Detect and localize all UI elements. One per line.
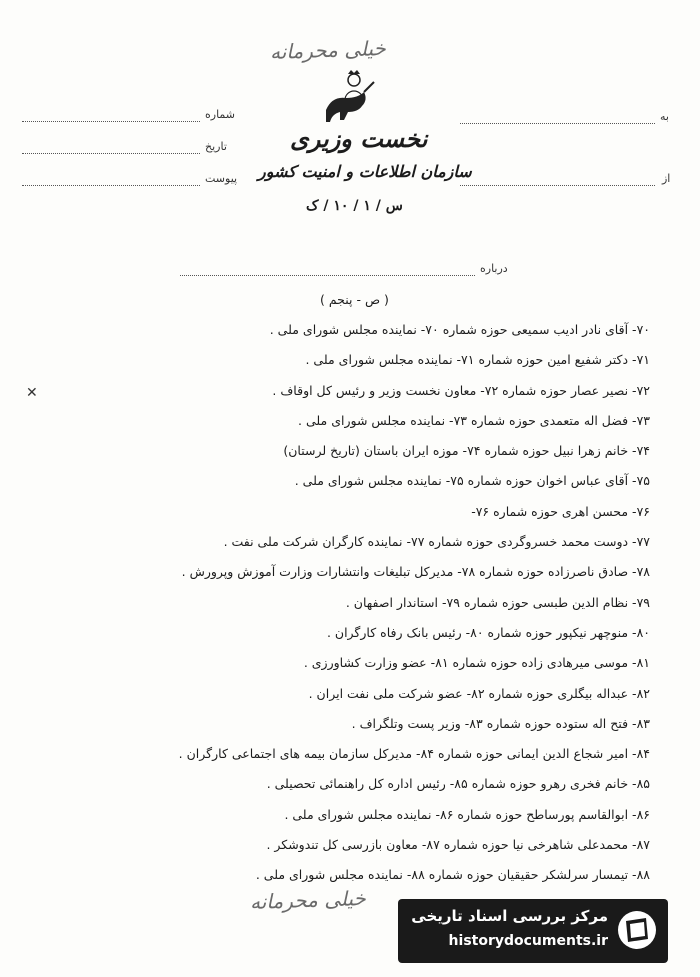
list-item: [40, 530, 650, 560]
list-item-text: ۷۳- فضل اله متعمدی حوزه شماره ۷۳- نماینده مجلس شورای ملی .: [298, 412, 650, 428]
handwritten-classification-top: خیلی محرمانه: [269, 35, 387, 65]
org-title-savak: سازمان اطلاعات و امنیت کشور: [258, 162, 472, 181]
list-item-text: ۷۱- دکتر شفیع امین حوزه شماره ۷۱- نماینده مجلس شورای ملی .: [305, 352, 650, 368]
archive-logo-icon: [616, 909, 658, 951]
list-item: [40, 803, 650, 833]
list-item: [40, 560, 650, 590]
org-code: س / ۱ / ۱۰ / ک: [306, 198, 403, 214]
list-item-text: ۸۵- خانم فخری رهرو حوزه شماره ۸۵- رئیس اداره کل راهنمائی تحصیلی .: [266, 776, 650, 792]
list-item-text: ۸۲- عبداله بیگلری حوزه شماره ۸۲- عضو شرکت ملی نفت ایران .: [308, 685, 650, 701]
list-item: [40, 439, 650, 469]
list-item-text: ۸۸- تیمسار سرلشکر حقیقیان حوزه شماره ۸۸- نماینده مجلس شورای ملی .: [255, 867, 650, 883]
org-title-primeministry: نخست وزیری: [290, 124, 428, 153]
attachment-label: پیوست: [205, 172, 238, 185]
list-item: [40, 409, 650, 439]
list-item: [40, 318, 650, 348]
list-item-text: ۸۷- محمدعلی شاهرخی نیا حوزه شماره ۸۷- معاون بازرسی کل تندوشکر .: [266, 837, 650, 853]
attachment-line: [22, 185, 200, 186]
list-item: [40, 621, 650, 651]
list-item-text: ۸۶- ابوالقاسم پورساطح حوزه شماره ۸۶- نماینده مجلس شورای ملی .: [284, 806, 650, 822]
list-item: [40, 772, 650, 802]
watermark-title: مرکز بررسی اسناد تاریخی: [411, 907, 608, 925]
list-item: [26, 379, 650, 409]
date-line: [22, 153, 200, 154]
list-item-text: ۸۱- موسی میرهادی زاده حوزه شماره ۸۱- عضو وزارت کشاورزی .: [303, 655, 650, 671]
list-item: [40, 742, 650, 772]
list-item-text: ۸۰- منوچهر نیکپور حوزه شماره ۸۰- رئیس بانک رفاه کارگران .: [326, 624, 650, 640]
list-item-text: ۸۴- امیر شجاع الدین ایمانی حوزه شماره ۸۴- مدیرکل سازمان بیمه های اجتماعی کارگران .: [178, 746, 650, 762]
from-line: [460, 185, 655, 186]
to-label: به: [660, 110, 669, 123]
list-item-text: ۷۰- آقای نادر ادیب سمیعی حوزه شماره ۷۰- نماینده مجلس شورای ملی .: [269, 322, 650, 337]
watermark-url: historydocuments.ir: [448, 933, 608, 949]
list-item: [40, 348, 650, 378]
archive-watermark: [398, 899, 668, 963]
from-label: از: [662, 172, 671, 185]
number-label: شماره: [205, 108, 236, 121]
list-item-text: ۸۳- فتح اله ستوده حوزه شماره ۸۳- وزیر پست وتلگراف .: [351, 715, 650, 731]
list-item-text: ۷۴- خانم زهرا نبیل حوزه شماره ۷۴- موزه ایران باستان (تاریخ لرستان): [283, 443, 650, 459]
handwritten-classification-bottom: خیلی محرمانه: [249, 885, 367, 915]
handwritten-cross-mark: ✕: [26, 384, 38, 401]
list-item: [40, 591, 650, 621]
subject-line: [180, 275, 475, 276]
list-item: [40, 712, 650, 742]
number-line: [22, 121, 200, 122]
list-item: [40, 682, 650, 712]
list-item-text: ۷۵- آقای عباس اخوان حوزه شماره ۷۵- نماینده مجلس شورای ملی .: [294, 473, 650, 489]
lion-and-sun-emblem: [318, 70, 378, 128]
list-item-text: ۷۶- محسن اهری حوزه شماره ۷۶-: [471, 503, 650, 519]
list-item: [40, 500, 650, 530]
list-item-text: ۷۲- نصیر عصار حوزه شماره ۷۲- معاون نخست وزیر و رئیس کل اوقاف .: [272, 382, 650, 398]
list-item: [40, 469, 650, 499]
list-item: [40, 833, 650, 863]
list-item-text: ۷۸- صادق ناصرزاده حوزه شماره ۷۸- مدیرکل تبلیغات وانتشارات وزارت آموزش وپرورش .: [181, 564, 650, 580]
name-list: [26, 318, 650, 894]
date-label: تاریخ: [205, 140, 227, 153]
subject-label: درباره: [480, 262, 508, 275]
section-heading: ( ص - پنجم ): [320, 292, 389, 307]
to-line: [460, 123, 655, 124]
list-item: [40, 651, 650, 681]
list-item-text: ۷۹- نظام الدین طبسی حوزه شماره ۷۹- استاندار اصفهان .: [345, 594, 650, 610]
list-item-text: ۷۷- دوست محمد خسروگردی حوزه شماره ۷۷- نماینده کارگران شرکت ملی نفت .: [223, 534, 650, 550]
